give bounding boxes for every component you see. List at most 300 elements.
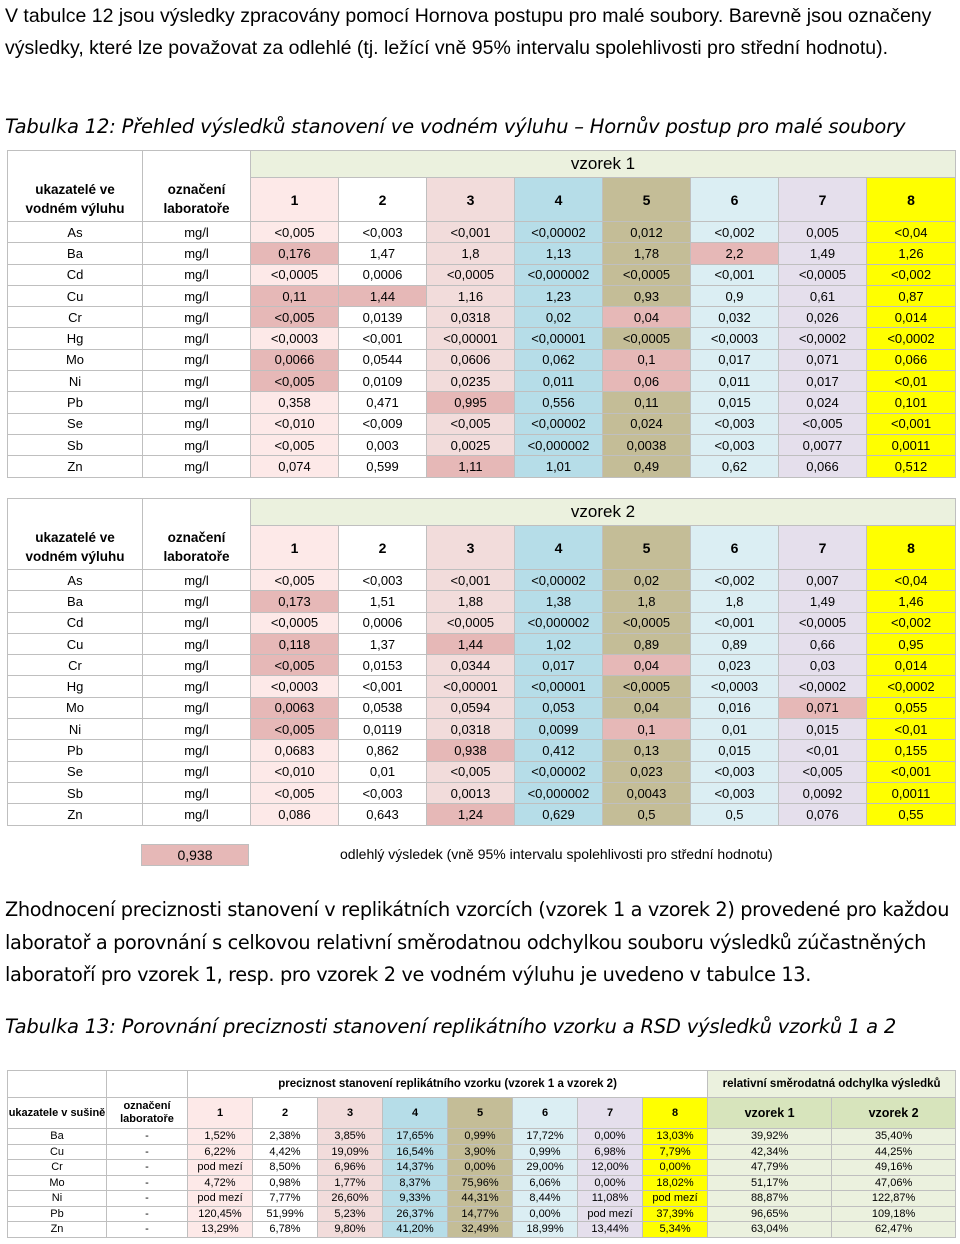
value-cell: 0,024 <box>603 413 691 434</box>
value-cell: <0,00001 <box>515 676 603 697</box>
indicator-name: Cd <box>8 264 143 285</box>
value-cell: <0,0002 <box>779 676 867 697</box>
unit-cell: mg/l <box>143 456 251 477</box>
table-row <box>8 1206 956 1222</box>
value-cell: 0,04 <box>603 655 691 676</box>
unit-cell: mg/l <box>143 782 251 803</box>
lab-number: 8 <box>867 526 956 570</box>
value-cell: <0,005 <box>779 761 867 782</box>
value-cell: <0,005 <box>427 413 515 434</box>
value-cell: 0,0066 <box>251 349 339 370</box>
value-cell: <0,00001 <box>427 328 515 349</box>
value-cell: 1,51 <box>339 591 427 612</box>
value-cell: <0,00002 <box>515 570 603 591</box>
value-cell: <0,002 <box>691 222 779 243</box>
value-cell: 0,0025 <box>427 434 515 455</box>
value-cell: <0,000002 <box>515 612 603 633</box>
value-cell: 0,01 <box>691 719 779 740</box>
lab-header: označení laboratoře <box>143 178 251 222</box>
value-cell: 0,0544 <box>339 349 427 370</box>
table-row <box>8 612 956 633</box>
value-cell: 29,00% <box>513 1160 578 1176</box>
lab-header: označení laboratoře <box>107 1098 188 1129</box>
value-cell: <0,001 <box>691 612 779 633</box>
lab-number: 8 <box>867 178 956 222</box>
value-cell: 1,88 <box>427 591 515 612</box>
value-cell: 0,0235 <box>427 371 515 392</box>
value-cell: 7,77% <box>253 1191 318 1207</box>
unit-cell: mg/l <box>143 434 251 455</box>
value-cell: 0,629 <box>515 804 603 825</box>
value-cell: 0,00% <box>513 1206 578 1222</box>
indicator-name: Cu <box>8 1144 107 1160</box>
value-cell: 0,066 <box>779 456 867 477</box>
table-row <box>8 1175 956 1191</box>
value-cell: 1,49 <box>779 591 867 612</box>
value-cell: <0,0005 <box>603 264 691 285</box>
value-cell: 6,06% <box>513 1175 578 1191</box>
value-cell: 0,016 <box>691 697 779 718</box>
table-row <box>8 222 956 243</box>
value-cell: 0,599 <box>339 456 427 477</box>
value-cell: 8,44% <box>513 1191 578 1207</box>
rsd-cell: 51,17% <box>708 1175 832 1191</box>
value-cell: <0,005 <box>251 371 339 392</box>
table-row <box>8 434 956 455</box>
table-row <box>8 392 956 413</box>
value-cell: <0,005 <box>779 413 867 434</box>
table-row <box>8 570 956 591</box>
value-cell: 0,938 <box>427 740 515 761</box>
value-cell: 0,0109 <box>339 371 427 392</box>
lab-number: 4 <box>515 178 603 222</box>
value-cell: <0,010 <box>251 413 339 434</box>
precision-header: preciznost stanovení replikátního vzorku (vzorek 1 a vzorek 2) <box>188 1071 708 1098</box>
table-row <box>8 697 956 718</box>
value-cell: 1,47 <box>339 243 427 264</box>
legend-swatch: 0,938 <box>141 844 249 866</box>
value-cell: 6,96% <box>318 1160 383 1176</box>
value-cell: 2,38% <box>253 1129 318 1145</box>
value-cell: 0,471 <box>339 392 427 413</box>
lab-number: 5 <box>603 178 691 222</box>
value-cell: <0,003 <box>339 570 427 591</box>
unit-cell: mg/l <box>143 371 251 392</box>
value-cell: 0,0318 <box>427 719 515 740</box>
table-row <box>8 307 956 328</box>
value-cell: 0,0006 <box>339 264 427 285</box>
indicator-name: Pb <box>8 1206 107 1222</box>
value-cell: 1,13 <box>515 243 603 264</box>
table-row <box>8 655 956 676</box>
value-cell: 0,0538 <box>339 697 427 718</box>
value-cell: <0,003 <box>691 413 779 434</box>
value-cell: 0,011 <box>691 371 779 392</box>
value-cell: 26,60% <box>318 1191 383 1207</box>
table12-sample1 <box>7 150 956 478</box>
unit-cell: mg/l <box>143 740 251 761</box>
table-row <box>8 633 956 654</box>
value-cell: 18,02% <box>643 1175 708 1191</box>
value-cell: <0,005 <box>251 434 339 455</box>
value-cell: <0,00002 <box>515 222 603 243</box>
value-cell: 6,78% <box>253 1222 318 1238</box>
value-cell: 0,89 <box>691 633 779 654</box>
value-cell: <0,0005 <box>427 264 515 285</box>
value-cell: <0,00002 <box>515 761 603 782</box>
value-cell: <0,0005 <box>251 264 339 285</box>
value-cell: 0,101 <box>867 392 956 413</box>
value-cell: <0,0005 <box>603 676 691 697</box>
value-cell: 4,72% <box>188 1175 253 1191</box>
corner-cell <box>8 151 143 178</box>
value-cell: 0,0683 <box>251 740 339 761</box>
value-cell: 75,96% <box>448 1175 513 1191</box>
value-cell: 13,29% <box>188 1222 253 1238</box>
value-cell: 0,024 <box>779 392 867 413</box>
indicator-name: Mo <box>8 1175 107 1191</box>
value-cell: <0,00002 <box>515 413 603 434</box>
indicator-name: Cu <box>8 633 143 654</box>
indicator-name: Se <box>8 413 143 434</box>
table-row <box>8 1191 956 1207</box>
value-cell: 6,98% <box>578 1144 643 1160</box>
lab-header: označení laboratoře <box>143 526 251 570</box>
value-cell: <0,001 <box>427 570 515 591</box>
value-cell: 1,8 <box>603 591 691 612</box>
value-cell: 16,54% <box>383 1144 448 1160</box>
value-cell: 0,0318 <box>427 307 515 328</box>
value-cell: 0,06 <box>603 371 691 392</box>
value-cell: 0,0011 <box>867 782 956 803</box>
value-cell: <0,0003 <box>251 676 339 697</box>
value-cell: 0,011 <box>515 371 603 392</box>
value-cell: 0,9 <box>691 285 779 306</box>
value-cell: 0,003 <box>339 434 427 455</box>
value-cell: <0,01 <box>867 719 956 740</box>
value-cell: 0,412 <box>515 740 603 761</box>
value-cell: 9,80% <box>318 1222 383 1238</box>
rsd-cell: 109,18% <box>832 1206 956 1222</box>
value-cell: <0,0005 <box>603 612 691 633</box>
value-cell: <0,001 <box>339 328 427 349</box>
value-cell: 0,014 <box>867 655 956 676</box>
value-cell: 0,015 <box>691 740 779 761</box>
value-cell: 1,46 <box>867 591 956 612</box>
value-cell: 120,45% <box>188 1206 253 1222</box>
unit-cell: mg/l <box>143 697 251 718</box>
value-cell: 0,173 <box>251 591 339 612</box>
lab-number: 5 <box>448 1098 513 1129</box>
value-cell: 8,50% <box>253 1160 318 1176</box>
value-cell: 1,16 <box>427 285 515 306</box>
rsd-cell: 62,47% <box>832 1222 956 1238</box>
value-cell: 0,0077 <box>779 434 867 455</box>
value-cell: 0,5 <box>603 804 691 825</box>
indicator-header: ukazatelé ve vodném výluhu <box>8 178 143 222</box>
legend-text: odlehlý výsledek (vně 95% intervalu spolehlivosti pro střední hodnotu) <box>340 846 773 862</box>
value-cell: 0,015 <box>779 719 867 740</box>
table-row <box>8 782 956 803</box>
value-cell: 0,93 <box>603 285 691 306</box>
value-cell: 0,01 <box>339 761 427 782</box>
value-cell: 1,77% <box>318 1175 383 1191</box>
unit-cell: mg/l <box>143 633 251 654</box>
value-cell: 0,04 <box>603 307 691 328</box>
value-cell: 0,00% <box>578 1175 643 1191</box>
lab-number: 6 <box>691 178 779 222</box>
value-cell: 0,1 <box>603 719 691 740</box>
value-cell: 0,0153 <box>339 655 427 676</box>
lab-cell: - <box>107 1206 188 1222</box>
value-cell: <0,001 <box>427 222 515 243</box>
value-cell: 0,0139 <box>339 307 427 328</box>
value-cell: 0,007 <box>779 570 867 591</box>
value-cell: 1,02 <box>515 633 603 654</box>
table-row <box>8 349 956 370</box>
unit-cell: mg/l <box>143 612 251 633</box>
value-cell: 0,512 <box>867 456 956 477</box>
value-cell: 5,34% <box>643 1222 708 1238</box>
value-cell: 0,0099 <box>515 719 603 740</box>
rsd-cell: 49,16% <box>832 1160 956 1176</box>
indicator-name: Zn <box>8 1222 107 1238</box>
lab-number: 2 <box>339 526 427 570</box>
lab-number: 3 <box>427 526 515 570</box>
value-cell: 1,8 <box>691 591 779 612</box>
lab-number: 7 <box>779 526 867 570</box>
value-cell: 14,77% <box>448 1206 513 1222</box>
value-cell: 19,09% <box>318 1144 383 1160</box>
unit-cell: mg/l <box>143 264 251 285</box>
unit-cell: mg/l <box>143 804 251 825</box>
indicator-name: Pb <box>8 740 143 761</box>
rsd-cell: 63,04% <box>708 1222 832 1238</box>
value-cell: 0,012 <box>603 222 691 243</box>
value-cell: <0,001 <box>867 761 956 782</box>
value-cell: 1,26 <box>867 243 956 264</box>
value-cell: <0,01 <box>779 740 867 761</box>
value-cell: 0,99% <box>448 1129 513 1145</box>
table13-caption: Tabulka 13: Porovnání preciznosti stanovení replikátního vzorku a RSD výsledků vzorků 1 a 2 <box>5 1015 897 1038</box>
table-row <box>8 371 956 392</box>
rsd-header: relativní směrodatná odchylka výsledků <box>708 1071 956 1098</box>
value-cell: <0,04 <box>867 570 956 591</box>
value-cell: <0,002 <box>867 264 956 285</box>
value-cell: 0,556 <box>515 392 603 413</box>
value-cell: 1,11 <box>427 456 515 477</box>
unit-cell: mg/l <box>143 307 251 328</box>
sample-title: vzorek 2 <box>251 499 956 526</box>
value-cell: 7,79% <box>643 1144 708 1160</box>
value-cell: 0,5 <box>691 804 779 825</box>
unit-cell: mg/l <box>143 761 251 782</box>
table-row <box>8 591 956 612</box>
value-cell: 44,31% <box>448 1191 513 1207</box>
indicator-name: Cr <box>8 307 143 328</box>
value-cell: 0,017 <box>515 655 603 676</box>
lab-cell: - <box>107 1144 188 1160</box>
indicator-name: Mo <box>8 697 143 718</box>
indicator-name: Sb <box>8 782 143 803</box>
value-cell: <0,001 <box>339 676 427 697</box>
value-cell: 0,66 <box>779 633 867 654</box>
lab-cell: - <box>107 1175 188 1191</box>
value-cell: <0,002 <box>691 570 779 591</box>
value-cell: <0,0005 <box>779 612 867 633</box>
value-cell: pod mezí <box>188 1160 253 1176</box>
value-cell: 0,03 <box>779 655 867 676</box>
unit-cell: mg/l <box>143 676 251 697</box>
indicator-name: Zn <box>8 804 143 825</box>
value-cell: 0,053 <box>515 697 603 718</box>
value-cell: 0,015 <box>691 392 779 413</box>
value-cell: 0,04 <box>603 697 691 718</box>
lab-number: 2 <box>253 1098 318 1129</box>
corner-cell <box>8 499 143 526</box>
value-cell: 1,23 <box>515 285 603 306</box>
value-cell: 0,02 <box>603 570 691 591</box>
value-cell: <0,005 <box>251 307 339 328</box>
value-cell: 0,017 <box>691 349 779 370</box>
value-cell: <0,04 <box>867 222 956 243</box>
value-cell: 0,00% <box>643 1160 708 1176</box>
value-cell: <0,0003 <box>691 328 779 349</box>
table-row <box>8 676 956 697</box>
value-cell: 0,11 <box>251 285 339 306</box>
corner-cell <box>143 499 251 526</box>
lab-number: 6 <box>513 1098 578 1129</box>
value-cell: 1,8 <box>427 243 515 264</box>
value-cell: 14,37% <box>383 1160 448 1176</box>
indicator-name: Hg <box>8 676 143 697</box>
value-cell: 13,44% <box>578 1222 643 1238</box>
value-cell: 2,2 <box>691 243 779 264</box>
value-cell: <0,003 <box>691 434 779 455</box>
table12-sample2 <box>7 498 956 826</box>
value-cell: 3,90% <box>448 1144 513 1160</box>
indicator-name: Ni <box>8 371 143 392</box>
corner-cell <box>107 1071 188 1098</box>
indicator-name: As <box>8 570 143 591</box>
lab-number: 5 <box>603 526 691 570</box>
value-cell: 0,017 <box>779 371 867 392</box>
value-cell: <0,00001 <box>515 328 603 349</box>
value-cell: <0,001 <box>691 264 779 285</box>
value-cell: <0,003 <box>339 222 427 243</box>
table-row <box>8 1222 956 1238</box>
unit-cell: mg/l <box>143 222 251 243</box>
rsd-cell: 35,40% <box>832 1129 956 1145</box>
value-cell: 18,99% <box>513 1222 578 1238</box>
value-cell: <0,01 <box>867 371 956 392</box>
indicator-name: As <box>8 222 143 243</box>
value-cell: 8,37% <box>383 1175 448 1191</box>
value-cell: 0,11 <box>603 392 691 413</box>
value-cell: <0,0005 <box>251 612 339 633</box>
indicator-name: Pb <box>8 392 143 413</box>
value-cell: <0,00001 <box>427 676 515 697</box>
table-row <box>8 243 956 264</box>
value-cell: 5,23% <box>318 1206 383 1222</box>
value-cell: 0,98% <box>253 1175 318 1191</box>
value-cell: 0,862 <box>339 740 427 761</box>
value-cell: 3,85% <box>318 1129 383 1145</box>
value-cell: 0,13 <box>603 740 691 761</box>
value-cell: 26,37% <box>383 1206 448 1222</box>
indicator-name: Ni <box>8 719 143 740</box>
value-cell: 0,358 <box>251 392 339 413</box>
unit-cell: mg/l <box>143 285 251 306</box>
value-cell: pod mezí <box>643 1191 708 1207</box>
indicator-name: Ba <box>8 243 143 264</box>
value-cell: 11,08% <box>578 1191 643 1207</box>
rsd-cell: 88,87% <box>708 1191 832 1207</box>
value-cell: <0,0005 <box>779 264 867 285</box>
value-cell: 13,03% <box>643 1129 708 1145</box>
value-cell: <0,0003 <box>251 328 339 349</box>
indicator-name: Mo <box>8 349 143 370</box>
value-cell: <0,005 <box>251 782 339 803</box>
value-cell: 0,076 <box>779 804 867 825</box>
value-cell: <0,005 <box>251 655 339 676</box>
unit-cell: mg/l <box>143 655 251 676</box>
lab-number: 1 <box>251 178 339 222</box>
rsd-sample2-header: vzorek 2 <box>832 1098 956 1129</box>
value-cell: 12,00% <box>578 1160 643 1176</box>
value-cell: 0,1 <box>603 349 691 370</box>
unit-cell: mg/l <box>143 570 251 591</box>
unit-cell: mg/l <box>143 328 251 349</box>
value-cell: 0,0043 <box>603 782 691 803</box>
value-cell: <0,0005 <box>427 612 515 633</box>
unit-cell: mg/l <box>143 413 251 434</box>
value-cell: <0,005 <box>251 222 339 243</box>
value-cell: <0,010 <box>251 761 339 782</box>
unit-cell: mg/l <box>143 243 251 264</box>
lab-number: 3 <box>427 178 515 222</box>
indicator-name: Ni <box>8 1191 107 1207</box>
indicator-name: Cd <box>8 612 143 633</box>
rsd-cell: 44,25% <box>832 1144 956 1160</box>
value-cell: 0,0011 <box>867 434 956 455</box>
value-cell: <0,0002 <box>867 328 956 349</box>
lab-cell: - <box>107 1160 188 1176</box>
value-cell: <0,0003 <box>691 676 779 697</box>
rsd-cell: 39,92% <box>708 1129 832 1145</box>
table-row <box>8 804 956 825</box>
lab-cell: - <box>107 1129 188 1145</box>
value-cell: 0,023 <box>691 655 779 676</box>
value-cell: 1,78 <box>603 243 691 264</box>
unit-cell: mg/l <box>143 591 251 612</box>
value-cell: 17,72% <box>513 1129 578 1145</box>
value-cell: 0,00% <box>578 1129 643 1145</box>
value-cell: 0,032 <box>691 307 779 328</box>
value-cell: <0,0002 <box>867 676 956 697</box>
value-cell: 0,0013 <box>427 782 515 803</box>
value-cell: 41,20% <box>383 1222 448 1238</box>
value-cell: 0,87 <box>867 285 956 306</box>
value-cell: 0,0006 <box>339 612 427 633</box>
value-cell: pod mezí <box>578 1206 643 1222</box>
table-row <box>8 328 956 349</box>
value-cell: 17,65% <box>383 1129 448 1145</box>
table-row <box>8 740 956 761</box>
rsd-cell: 47,79% <box>708 1160 832 1176</box>
value-cell: <0,0002 <box>779 328 867 349</box>
indicator-name: Cr <box>8 1160 107 1176</box>
